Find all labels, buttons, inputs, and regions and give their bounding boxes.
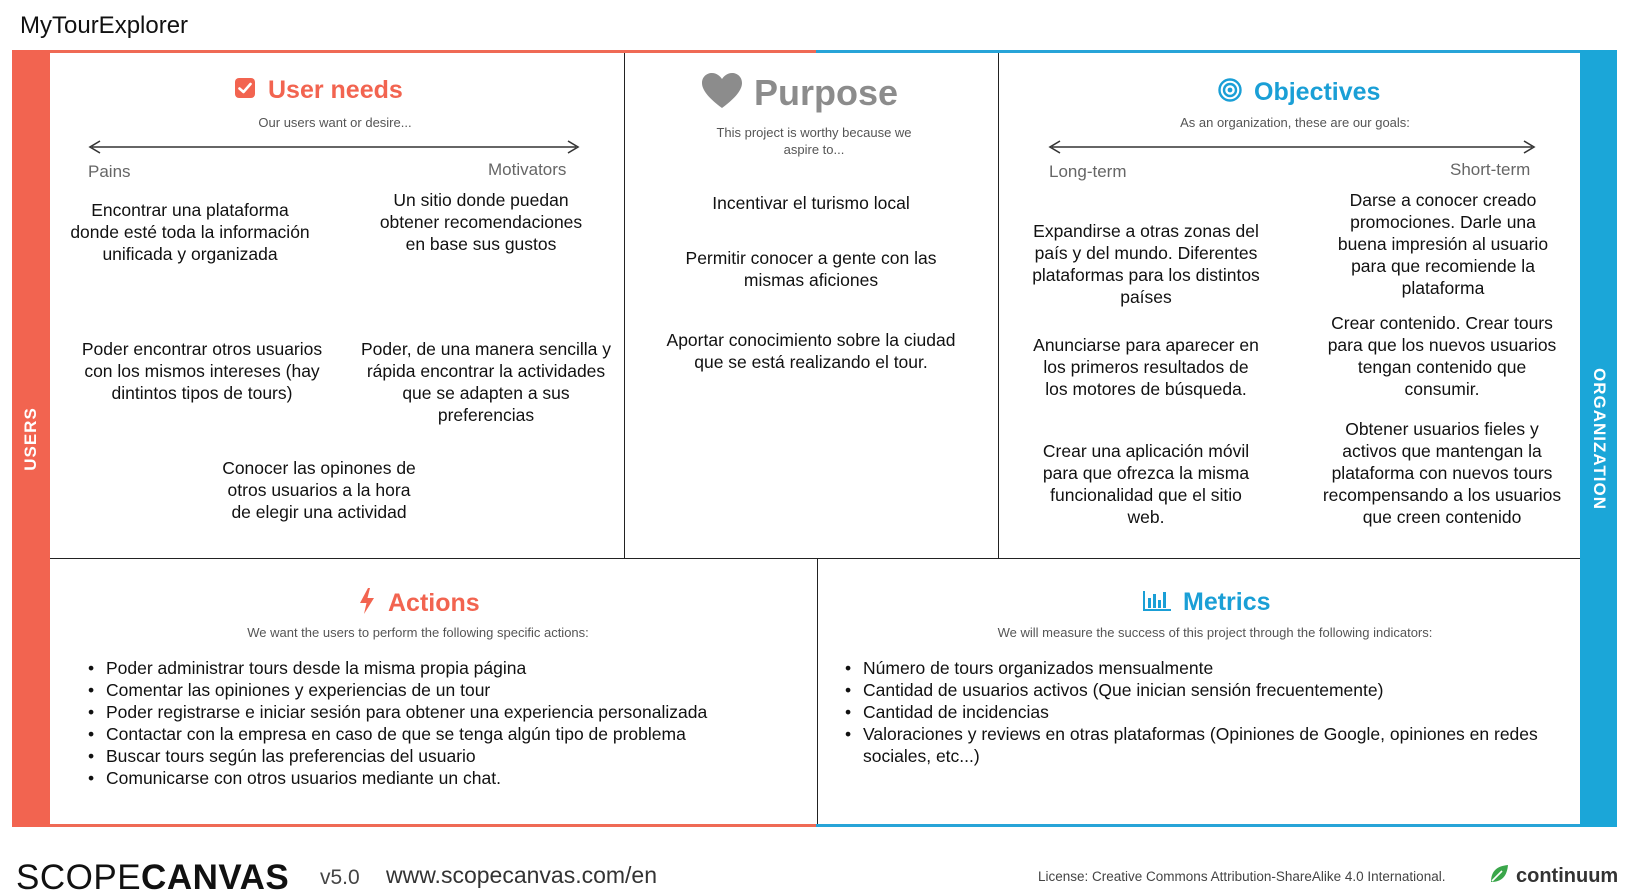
- axis-label-short-term: Short-term: [1450, 160, 1531, 179]
- user-needs-heading: [234, 76, 403, 105]
- action-item: • Contactar con la empresa en caso de que se tenga algún tipo de problema: [84, 723, 804, 745]
- top-border-organization: [816, 50, 1617, 53]
- brand-scope: SCOPE: [16, 858, 142, 895]
- objective-note: Anunciarse para aparecer en los primeros resultados de los motores de búsqueda.: [1033, 335, 1259, 399]
- bottom-border-organization: [816, 824, 1617, 827]
- actions-heading: [358, 588, 480, 619]
- action-item: • Poder registrarse e iniciar sesión para obtener una experiencia personalizada: [84, 701, 804, 723]
- divider-purpose-objectives: [998, 53, 999, 558]
- user-need-note: Poder encontrar otros usuarios con los mismos intereses (hay dintintos tipos de tours): [81, 339, 323, 403]
- bar-chart-icon: [1143, 589, 1171, 616]
- leaf-icon: [1488, 863, 1510, 890]
- action-item: • Comunicarse con otros usuarios mediante un chat.: [84, 767, 804, 789]
- purpose-subtitle: This project is worthy because we aspire to...: [716, 125, 912, 157]
- purpose-note: Permitir conocer a gente con las mismas aficiones: [685, 248, 937, 290]
- license-text: License: Creative Commons Attribution-ShareAlike 4.0 International.: [1038, 869, 1446, 884]
- organization-side-bar: [1580, 50, 1617, 827]
- website-link[interactable]: www.scopecanvas.com/en: [386, 862, 658, 888]
- purpose-note: Aportar conocimiento sobre la ciudad que se está realizando el tour.: [666, 330, 956, 372]
- bottom-border-users: [12, 824, 816, 827]
- purpose-heading: [702, 72, 898, 114]
- user-need-note: Encontrar una plataforma donde esté toda la información unificada y organizada: [70, 200, 310, 264]
- user-needs-axis-arrow: [88, 140, 580, 154]
- continuum-logo: [1488, 863, 1618, 890]
- metric-item: • Valoraciones y reviews en otras plataformas (Opiniones de Google, opiniones en redes sociales, etc...): [841, 723, 1571, 767]
- objective-note: Obtener usuarios fieles y activos que mantengan la plataforma con nuevos tours recompensando a los usuarios que creen contenido: [1322, 419, 1562, 527]
- scopecanvas-brand: [16, 858, 289, 895]
- target-icon: [1218, 78, 1242, 107]
- objectives-heading: [1218, 78, 1380, 107]
- objective-note: Expandirse a otras zonas del país y del mundo. Diferentes plataformas para los distintos países: [1032, 221, 1260, 307]
- objectives-axis-arrow: [1048, 140, 1536, 154]
- heart-icon: [702, 73, 742, 114]
- objective-note: Crear una aplicación móvil para que ofrezca la misma funcionalidad que el sitio web.: [1042, 441, 1250, 527]
- users-label: USERS: [21, 406, 40, 471]
- user-need-note: Un sitio donde puedan obtener recomendaciones en base sus gustos: [379, 190, 583, 254]
- user-need-note: Conocer las opinones de otros usuarios a la hora de elegir una actividad: [222, 458, 416, 522]
- users-side-bar: [12, 50, 50, 827]
- axis-label-motivators: Motivators: [488, 160, 567, 179]
- axis-label-pains: Pains: [88, 162, 131, 181]
- project-title: MyTourExplorer: [20, 12, 189, 39]
- user-needs-subtitle: Our users want or desire...: [258, 115, 412, 130]
- organization-label: ORGANIZATION: [1589, 367, 1609, 510]
- purpose-title: Purpose: [754, 72, 899, 113]
- divider-needs-purpose: [624, 53, 625, 558]
- user-need-note: Poder, de una manera sencilla y rápida encontrar la actividades que se adapten a sus preferencias: [360, 339, 612, 425]
- divider-top-bottom: [50, 558, 1580, 559]
- metric-item: • Número de tours organizados mensualmente: [841, 657, 1571, 679]
- objectives-subtitle: As an organization, these are our goals:: [1180, 115, 1410, 130]
- user-needs-title: User needs: [268, 76, 403, 104]
- actions-subtitle: We want the users to perform the following specific actions:: [247, 625, 589, 640]
- canvas-version: v5.0: [320, 866, 360, 889]
- checkbox-icon: [234, 77, 256, 104]
- axis-label-long-term: Long-term: [1049, 162, 1127, 181]
- purpose-note: Incentivar el turismo local: [712, 193, 910, 213]
- metrics-heading: [1143, 588, 1271, 617]
- metrics-list: [841, 657, 1571, 767]
- action-item: • Comentar las opiniones y experiencias de un tour: [84, 679, 804, 701]
- action-item: • Poder administrar tours desde la misma propia página: [84, 657, 804, 679]
- divider-actions-metrics: [817, 558, 818, 824]
- actions-title: Actions: [388, 589, 480, 617]
- actions-list: [84, 657, 804, 789]
- brand-canvas: CANVAS: [141, 858, 290, 895]
- top-border-users: [12, 50, 816, 53]
- continuum-name: continuum: [1516, 865, 1619, 887]
- objectives-title: Objectives: [1254, 78, 1381, 106]
- objective-note: Crear contenido. Crear tours para que los nuevos usuarios tengan contenido que consumir.: [1327, 313, 1557, 399]
- lightning-icon: [358, 588, 376, 619]
- metrics-subtitle: We will measure the success of this project through the following indicators:: [997, 625, 1433, 640]
- metric-item: • Cantidad de usuarios activos (Que inician sensión frecuentemente): [841, 679, 1571, 701]
- metric-item: • Cantidad de incidencias: [841, 701, 1571, 723]
- metrics-title: Metrics: [1183, 588, 1271, 616]
- objective-note: Darse a conocer creado promociones. Darle una buena impresión al usuario para que recomiende la plataforma: [1337, 190, 1549, 298]
- action-item: • Buscar tours según las preferencias del usuario: [84, 745, 804, 767]
